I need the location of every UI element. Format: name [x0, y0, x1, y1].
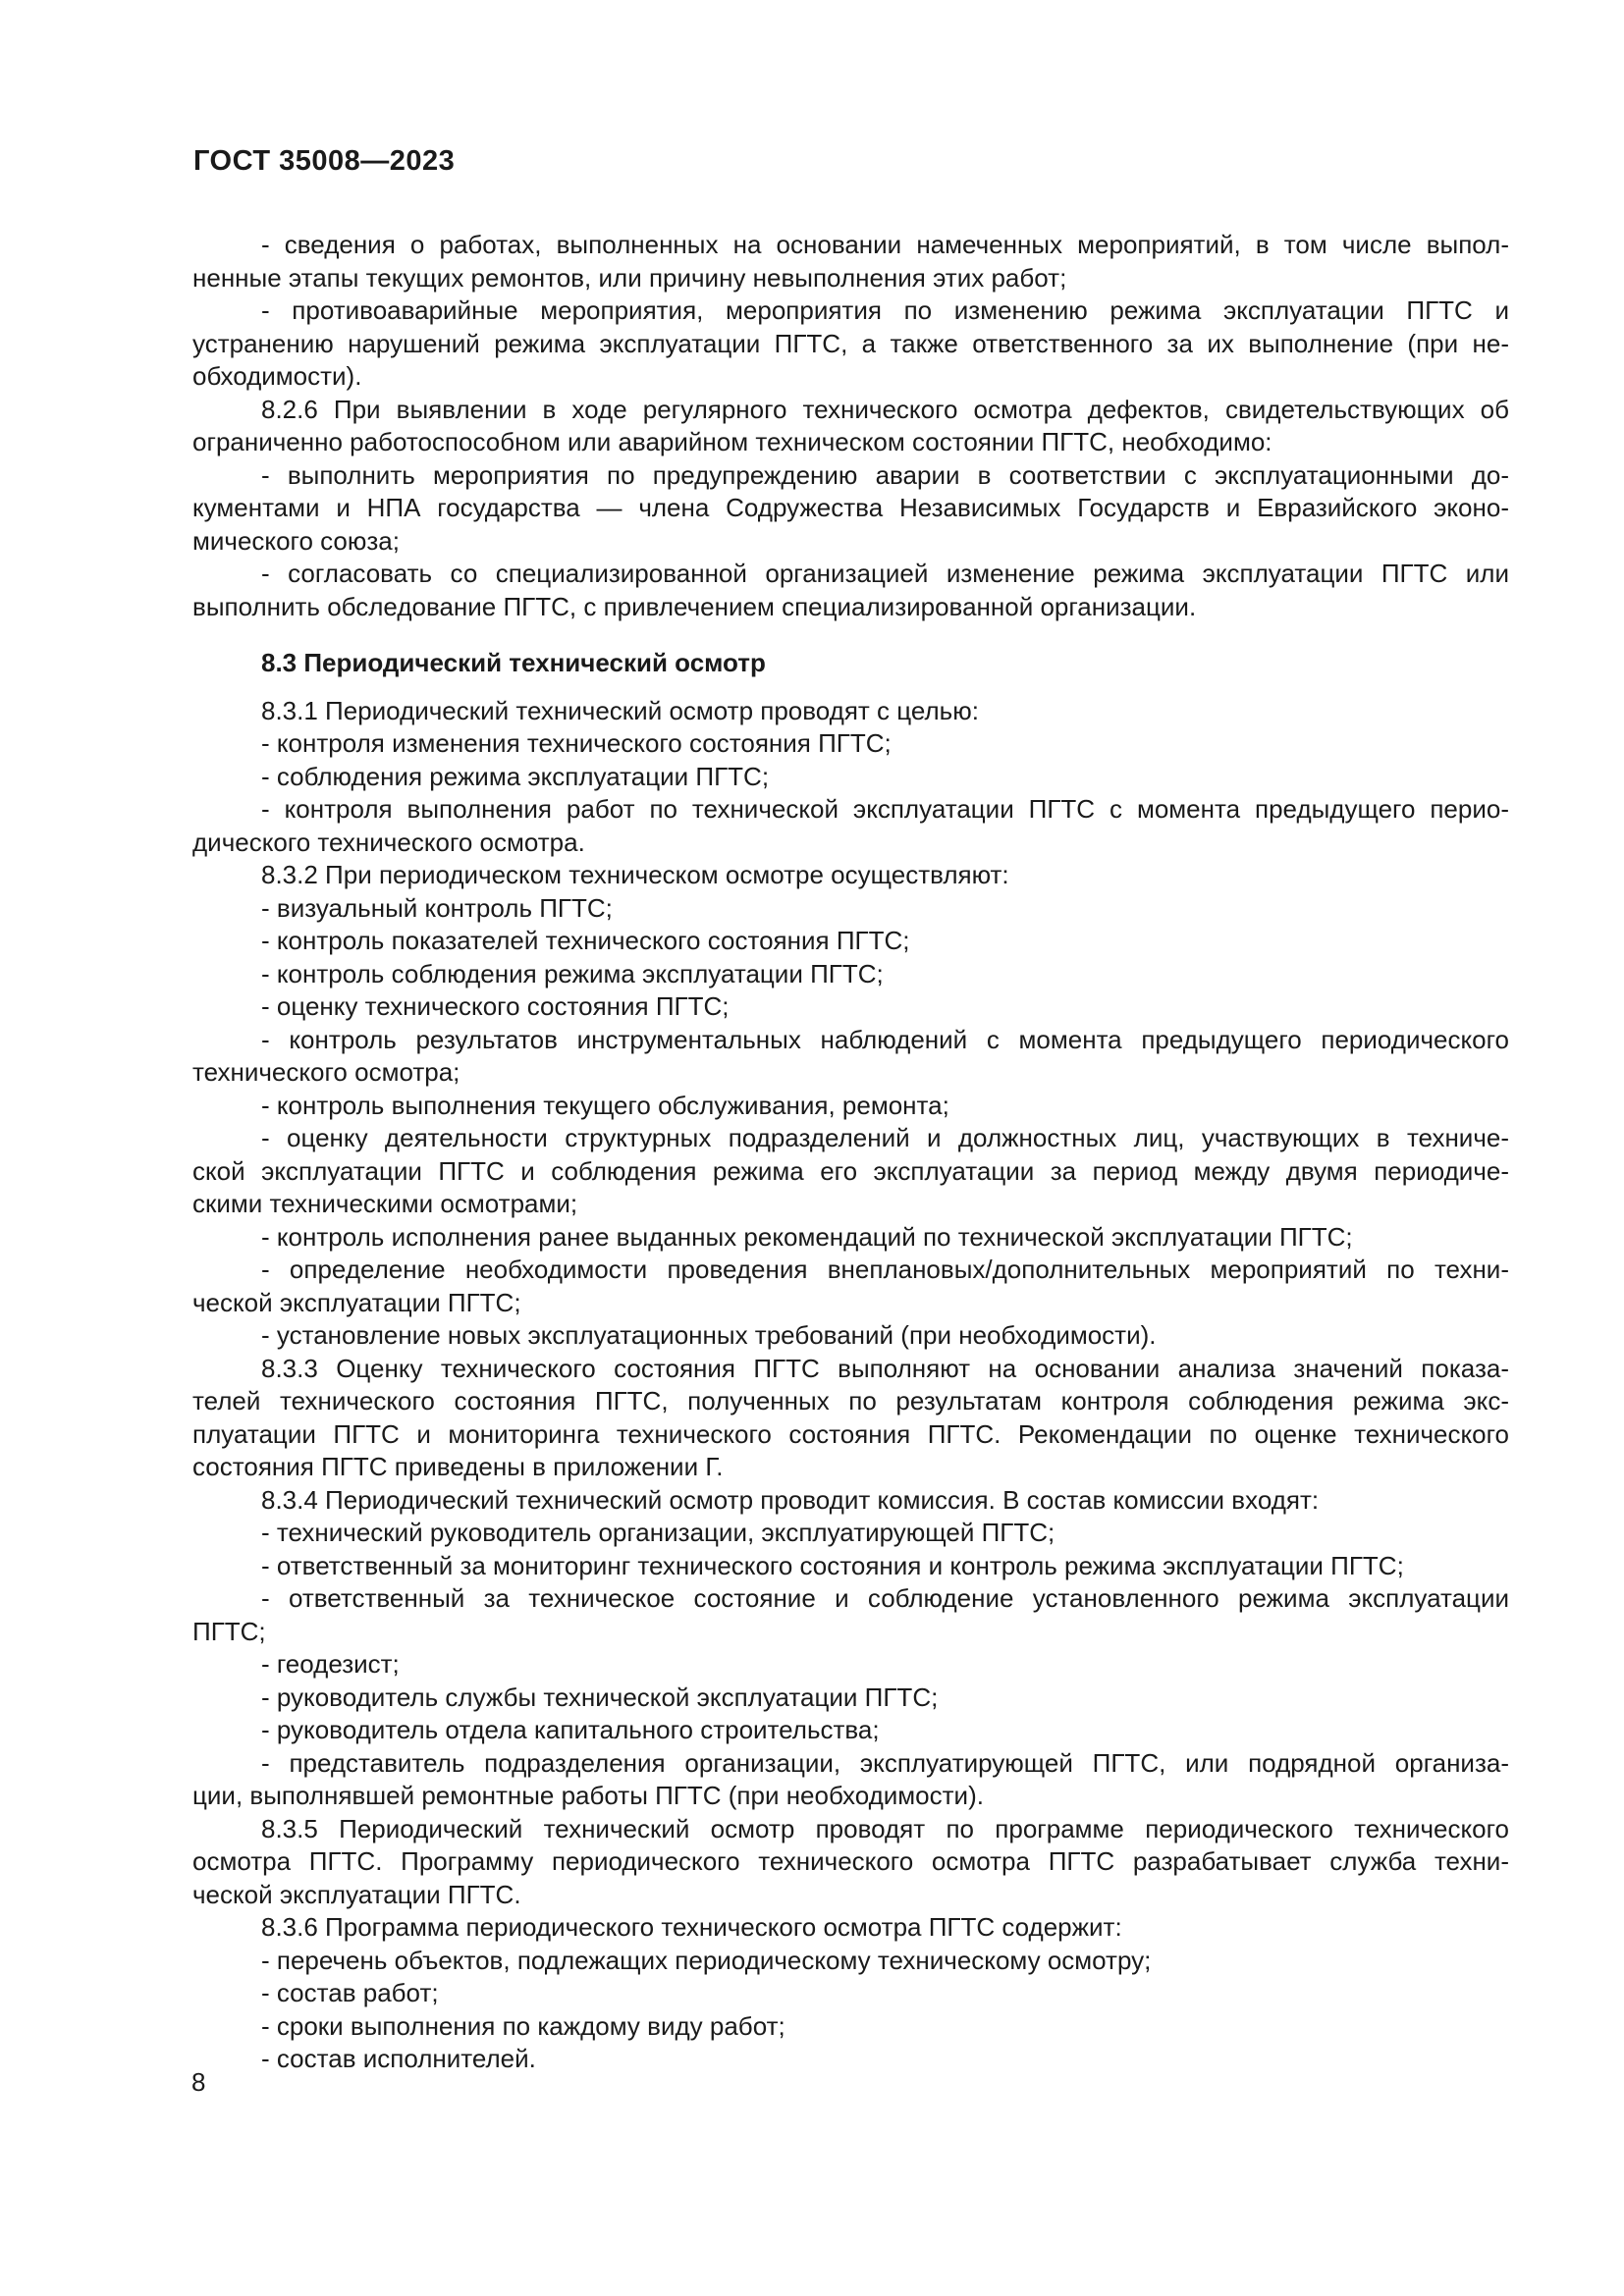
text-line: кументами и НПА государства — члена Содружества Независимых Государств и Евразийского эконо- [192, 493, 1509, 522]
text-line: - представитель подразделения организации, эксплуатирующей ПГТС, или подрядной организа- [261, 1747, 1509, 1778]
text-line: - руководитель отдела капитального строительства; [261, 1715, 880, 1744]
text-line: ции, выполнявшей ремонтные работы ПГТС (при необходимости). [192, 1781, 984, 1810]
text-line: 8.3.2 При периодическом техническом осмотре осуществляют: [261, 860, 1009, 889]
text-line: - контроль исполнения ранее выданных рекомендаций по технической эксплуатации ПГТС; [261, 1221, 1353, 1252]
text-line: - геодезист; [261, 1649, 400, 1679]
text-line: - контроль показателей технического состояния ПГТС; [261, 926, 910, 955]
document-body [192, 229, 1509, 2076]
text-line: - технический руководитель организации, эксплуатирующей ПГТС; [261, 1518, 1056, 1547]
text-line: мического союза; [192, 525, 400, 556]
text-line: 8.2.6 При выявлении в ходе регулярного технического осмотра дефектов, свидетельствующих об [261, 394, 1509, 424]
text-line: телей технического состояния ПГТС, полученных по результатам контроля соблюдения режима экс- [192, 1386, 1509, 1415]
text-line: - перечень объектов, подлежащих периодическому техническому осмотру; [261, 1945, 1152, 1975]
text-line: - сроки выполнения по каждому виду работ; [261, 2010, 785, 2041]
text-line: обходимости). [192, 361, 362, 391]
text-line: ограниченно работоспособном или аварийном техническом состоянии ПГТС, необходимо: [192, 427, 1272, 456]
text-line: - визуальный контроль ПГТС; [261, 892, 613, 923]
running-header: ГОСТ 35008—2023 [193, 145, 456, 177]
text-line: устранению нарушений режима эксплуатации ПГТС, а также ответственного за их выполнение (при не- [192, 328, 1509, 358]
text-line: плуатации ПГТС и мониторинга технического состояния ПГТС. Рекомендации по оценке технического [192, 1418, 1509, 1449]
text-line: 8.3.6 Программа периодического технического осмотра ПГТС содержит: [261, 1912, 1122, 1942]
text-line: ПГТС; [192, 1616, 266, 1646]
text-line: выполнить обследование ПГТС, с привлечением специализированной организации. [192, 591, 1197, 621]
text-line: - соблюдения режима эксплуатации ПГТС; [261, 761, 770, 791]
text-line: - установление новых эксплуатационных требований (при необходимости). [261, 1320, 1157, 1350]
text-line: - противоаварийные мероприятия, мероприятия по изменению режима эксплуатации ПГТС и [261, 295, 1509, 325]
text-line: - сведения о работах, выполненных на основании намеченных мероприятий, в том числе выпол- [261, 230, 1509, 259]
text-line: осмотра ПГТС. Программу периодического технического осмотра ПГТС разрабатывает служба техни- [192, 1846, 1509, 1876]
text-line: - контроль соблюдения режима эксплуатации ПГТС; [261, 958, 884, 988]
text-line: - оценку технического состояния ПГТС; [261, 991, 730, 1021]
text-line: состояния ПГТС приведены в приложении Г. [192, 1452, 724, 1481]
text-line: - ответственный за техническое состояние и соблюдение установленного режима эксплуатации [261, 1583, 1509, 1613]
text-line: 8.3.4 Периодический технический осмотр проводит комиссия. В состав комиссии входят: [261, 1484, 1320, 1515]
text-line: ской эксплуатации ПГТС и соблюдения режима его эксплуатации за период между двумя периодиче- [192, 1155, 1509, 1186]
text-line: 8.3.1 Периодический технический осмотр проводят с целью: [261, 695, 979, 725]
text-line: 8.3.5 Периодический технический осмотр проводят по программе периодического технического [261, 1813, 1509, 1843]
text-line: ческой эксплуатации ПГТС; [192, 1287, 521, 1317]
text-line: 8.3.3 Оценку технического состояния ПГТС выполняют на основании анализа значений показа- [261, 1353, 1509, 1383]
text-line: - состав работ; [261, 1978, 439, 2007]
text-line: ческой эксплуатации ПГТС. [192, 1879, 521, 1909]
section-heading: 8.3 Периодический технический осмотр [261, 648, 766, 677]
text-line: скими техническими осмотрами; [192, 1189, 578, 1218]
text-line: - оценку деятельности структурных подразделений и должностных лиц, участвующих в техниче- [261, 1123, 1509, 1152]
text-line: - ответственный за мониторинг технического состояния и контроль режима эксплуатации ПГТС; [261, 1550, 1404, 1580]
text-line: - согласовать со специализированной организацией изменение режима эксплуатации ПГТС или [261, 559, 1509, 588]
text-line: технического осмотра; [192, 1057, 460, 1087]
text-line: - состав исполнителей. [261, 2044, 536, 2073]
text-line: дического технического осмотра. [192, 827, 585, 857]
text-line: ненные этапы текущих ремонтов, или причину невыполнения этих работ; [192, 262, 1067, 293]
page-number: 8 [191, 2067, 206, 2097]
text-line: - контроля изменения технического состояния ПГТС; [261, 728, 892, 758]
text-line: - руководитель службы технической эксплуатации ПГТС; [261, 1682, 939, 1712]
text-line: - контроль результатов инструментальных наблюдений с момента предыдущего периодического [261, 1024, 1509, 1054]
text-line: - контроль выполнения текущего обслуживания, ремонта; [261, 1090, 949, 1120]
text-line: - контроля выполнения работ по технической эксплуатации ПГТС с момента предыдущего перио- [261, 794, 1509, 824]
text-line: - определение необходимости проведения внеплановых/дополнительных мероприятий по техни- [261, 1255, 1509, 1284]
text-line: - выполнить мероприятия по предупреждению аварии в соответствии с эксплуатационными до- [261, 459, 1509, 490]
